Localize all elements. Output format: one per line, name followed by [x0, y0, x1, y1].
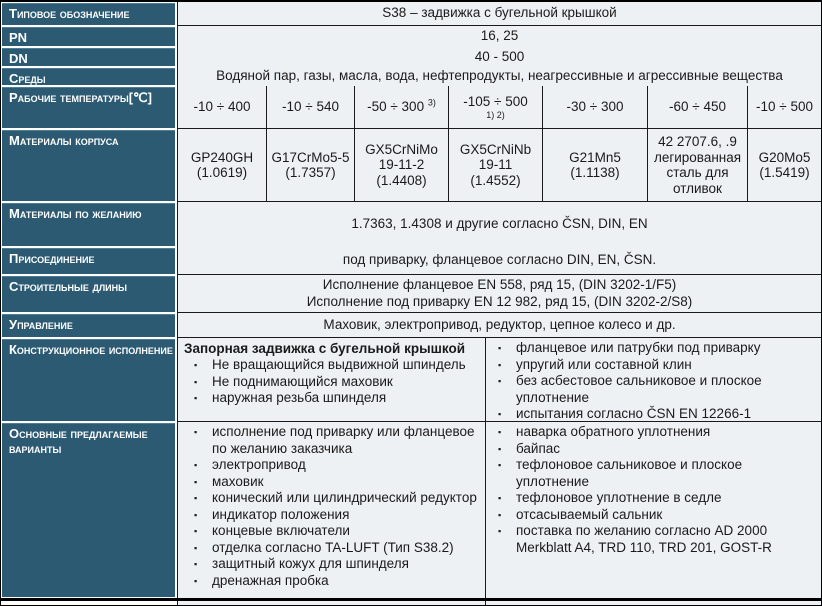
- bullet-icon: ▪: [194, 393, 198, 403]
- bullet-icon: ▪: [498, 526, 502, 536]
- bullet-icon: ▪: [498, 443, 502, 454]
- material-cell: G17CrMo5-5 (1.7357): [266, 129, 354, 201]
- row-type-designation: [1, 2, 821, 26]
- bullet-icon: ▪: [498, 376, 502, 386]
- row-label-cell: [1, 129, 177, 202]
- material-cell: GX5CrNiMo 19-11-2 (1.4408): [354, 129, 448, 201]
- list-item: ▪ байпас: [488, 441, 817, 458]
- row-label: Конструкционное исполнение: [2, 339, 175, 421]
- material-cell: GX5CrNiNb 19-11 (1.4552): [448, 129, 542, 201]
- footnote-marker: 1) 2): [486, 110, 505, 121]
- row-label-cell: [1, 47, 177, 67]
- row-value: [177, 275, 821, 313]
- row-label: Основные предлагаемые варианты: [2, 423, 175, 597]
- row-label-cell: [1, 86, 177, 129]
- row-media: [1, 67, 821, 86]
- list-item: ▪ конический или цилиндрический редуктор: [184, 490, 481, 507]
- list-item: ▪ тефлоновое сальниковое и плоское уплотнение: [488, 457, 817, 490]
- row-value: 16, 25: [177, 26, 821, 47]
- row-value: Маховик, электропривод, редуктор, цепное колесо и др.: [177, 313, 821, 338]
- row-dn: [1, 47, 821, 67]
- row-value: под приварку, фланцевое согласно DIN, EN, ČSN.: [177, 247, 821, 275]
- material-cell: GP240GH (1.0619): [190, 149, 254, 180]
- row-label-cell: [1, 275, 177, 313]
- bullet-icon: ▪: [498, 509, 502, 520]
- list-item: ▪ испытания согласно ČSN EN 12266-1: [488, 406, 817, 423]
- options-right-list: [488, 424, 817, 556]
- bullet-icon: ▪: [498, 460, 502, 470]
- row-label-cell: [1, 601, 177, 605]
- options-right-column: [485, 422, 821, 598]
- row-label: Управление: [2, 314, 175, 337]
- options-columns: [177, 422, 821, 598]
- row-value: 1.7363, 1.4308 и другие согласно ČSN, DIN, EN: [177, 202, 821, 247]
- temp-cell: -105 ÷ 500 1) 2): [448, 86, 542, 128]
- temperature-cells: [177, 86, 821, 129]
- design-left-column: [178, 338, 485, 421]
- options-left-column: [178, 422, 485, 598]
- list-item: ▪ без асбестовое сальниковое и плоское уплотнение: [488, 373, 817, 406]
- row-lengths: [1, 275, 821, 313]
- list-item: ▪ поставка по желанию согласно AD 2000 Merkblatt A4, TRD 110, TRD 201, GOST-R: [488, 523, 817, 556]
- row-label-cell: [1, 338, 177, 422]
- list-item: ▪ Не поднимающийся маховик: [184, 374, 481, 391]
- bullet-icon: ▪: [194, 476, 198, 487]
- list-item: ▪ Не вращающийся выдвижной шпиндель: [184, 357, 481, 374]
- material-cell: G21Mn5 (1.1138): [542, 129, 647, 201]
- row-label: DN: [2, 48, 175, 66]
- bullet-icon: ▪: [194, 460, 198, 470]
- list-item: ▪ отделка согласно TA-LUFT (Тип S38.2): [184, 540, 481, 557]
- bullet-icon: ▪: [498, 359, 502, 370]
- footnote-marker: 3): [427, 97, 436, 108]
- list-item: ▪ исполнение под приварку или фланцевое по желанию заказчика: [184, 424, 481, 457]
- row-label-cell: [1, 67, 177, 86]
- temp-cell: -10 ÷ 400: [193, 98, 251, 114]
- row-pn: [1, 26, 821, 47]
- row-connection: [1, 247, 821, 275]
- row-label-cell: [1, 422, 177, 598]
- design-left-list: [184, 357, 481, 407]
- row-temperatures: [1, 86, 821, 129]
- row-body-materials: [1, 129, 821, 202]
- temp-cell: -50 ÷ 300 $^{3)}$: [354, 86, 448, 128]
- list-item: ▪ отсасываемый сальник: [488, 507, 817, 524]
- row-label: Типовое обозначение: [2, 3, 175, 25]
- bullet-icon: ▪: [194, 376, 198, 387]
- list-item: ▪ упругий или составной клин: [488, 357, 817, 374]
- list-item: ▪ защитный кожух для шпинделя: [184, 556, 481, 573]
- design-right-column: [485, 338, 821, 421]
- bullet-icon: ▪: [194, 360, 198, 370]
- row-label: PN: [2, 27, 175, 46]
- row-control: [1, 313, 821, 338]
- design-columns: [177, 338, 821, 422]
- length-line-1: Исполнение фланцевое EN 558, ряд 15, (DIN 3202-1/F5): [322, 276, 677, 292]
- bullet-icon: ▪: [194, 427, 198, 437]
- material-cell: G20Mo5 (1.5419): [747, 129, 821, 201]
- row-label-cell: [1, 2, 177, 26]
- list-item: ▪ дренажная пробка: [184, 573, 481, 590]
- design-right-list: [488, 340, 817, 423]
- row-label-cell: [1, 247, 177, 275]
- list-item: ▪ фланцевое или патрубки под приварку: [488, 340, 817, 357]
- bullet-icon: ▪: [194, 526, 198, 536]
- row-label: Среды: [2, 68, 175, 85]
- row-options: [1, 422, 821, 598]
- list-item: ▪ наварка обратного уплотнения: [488, 424, 817, 441]
- temp-cell: -30 ÷ 300: [542, 86, 647, 128]
- row-label: Строительные длины: [2, 276, 175, 312]
- row-label: Рабочие температуры[℃]: [2, 87, 175, 128]
- list-item: ▪ индикатор положения: [184, 507, 481, 524]
- temp-cell: -10 ÷ 540: [266, 86, 354, 128]
- list-item: ▪ маховик: [184, 474, 481, 491]
- bullet-icon: ▪: [194, 493, 198, 503]
- bullet-icon: ▪: [498, 409, 502, 419]
- bullet-icon: ▪: [498, 427, 502, 437]
- row-value: 40 - 500: [177, 47, 821, 67]
- bullet-icon: ▪: [194, 575, 198, 586]
- row-label: Материалы по желанию: [2, 203, 175, 246]
- row-label-cell: [1, 202, 177, 247]
- list-item: ▪ электропривод: [184, 457, 481, 474]
- temp-cell: -60 ÷ 450: [647, 86, 747, 128]
- material-cell: 42 2707.6, .9 легированная сталь для отливок: [647, 129, 747, 201]
- list-item: ▪ концевые включатели: [184, 523, 481, 540]
- row-label: Присоединение: [2, 248, 175, 274]
- bullet-icon: ▪: [194, 559, 198, 569]
- list-item: ▪ наружная резьба шпинделя: [184, 390, 481, 407]
- temp-cell: -10 ÷ 500: [747, 86, 821, 128]
- bullet-icon: ▪: [194, 509, 198, 520]
- row-value: Водяной пар, газы, масла, вода, нефтепродукты, неагрессивные и агрессивные вещества: [177, 67, 821, 86]
- row-label-cell: [1, 313, 177, 338]
- bullet-icon: ▪: [498, 343, 502, 353]
- row-label: Материалы корпуса: [2, 130, 175, 201]
- sliver-content: [177, 601, 821, 605]
- list-item: ▪ тефлоновое уплотнение в седле: [488, 490, 817, 507]
- design-title: Запорная задвижка с бугельной крышкой: [184, 341, 465, 356]
- row-cutoff-sliver: [1, 601, 821, 605]
- material-cells: [177, 129, 821, 202]
- row-optional-materials: [1, 202, 821, 247]
- row-label-cell: [1, 26, 177, 47]
- row-value: S38 – задвижка с бугельной крышкой: [177, 2, 821, 26]
- bullet-icon: ▪: [498, 493, 502, 503]
- bullet-icon: ▪: [194, 542, 198, 553]
- row-design: [1, 338, 821, 422]
- options-left-list: [184, 424, 481, 589]
- length-line-2: Исполнение под приварку EN 12 982, ряд 15, (DIN 3202-2/S8): [306, 293, 693, 309]
